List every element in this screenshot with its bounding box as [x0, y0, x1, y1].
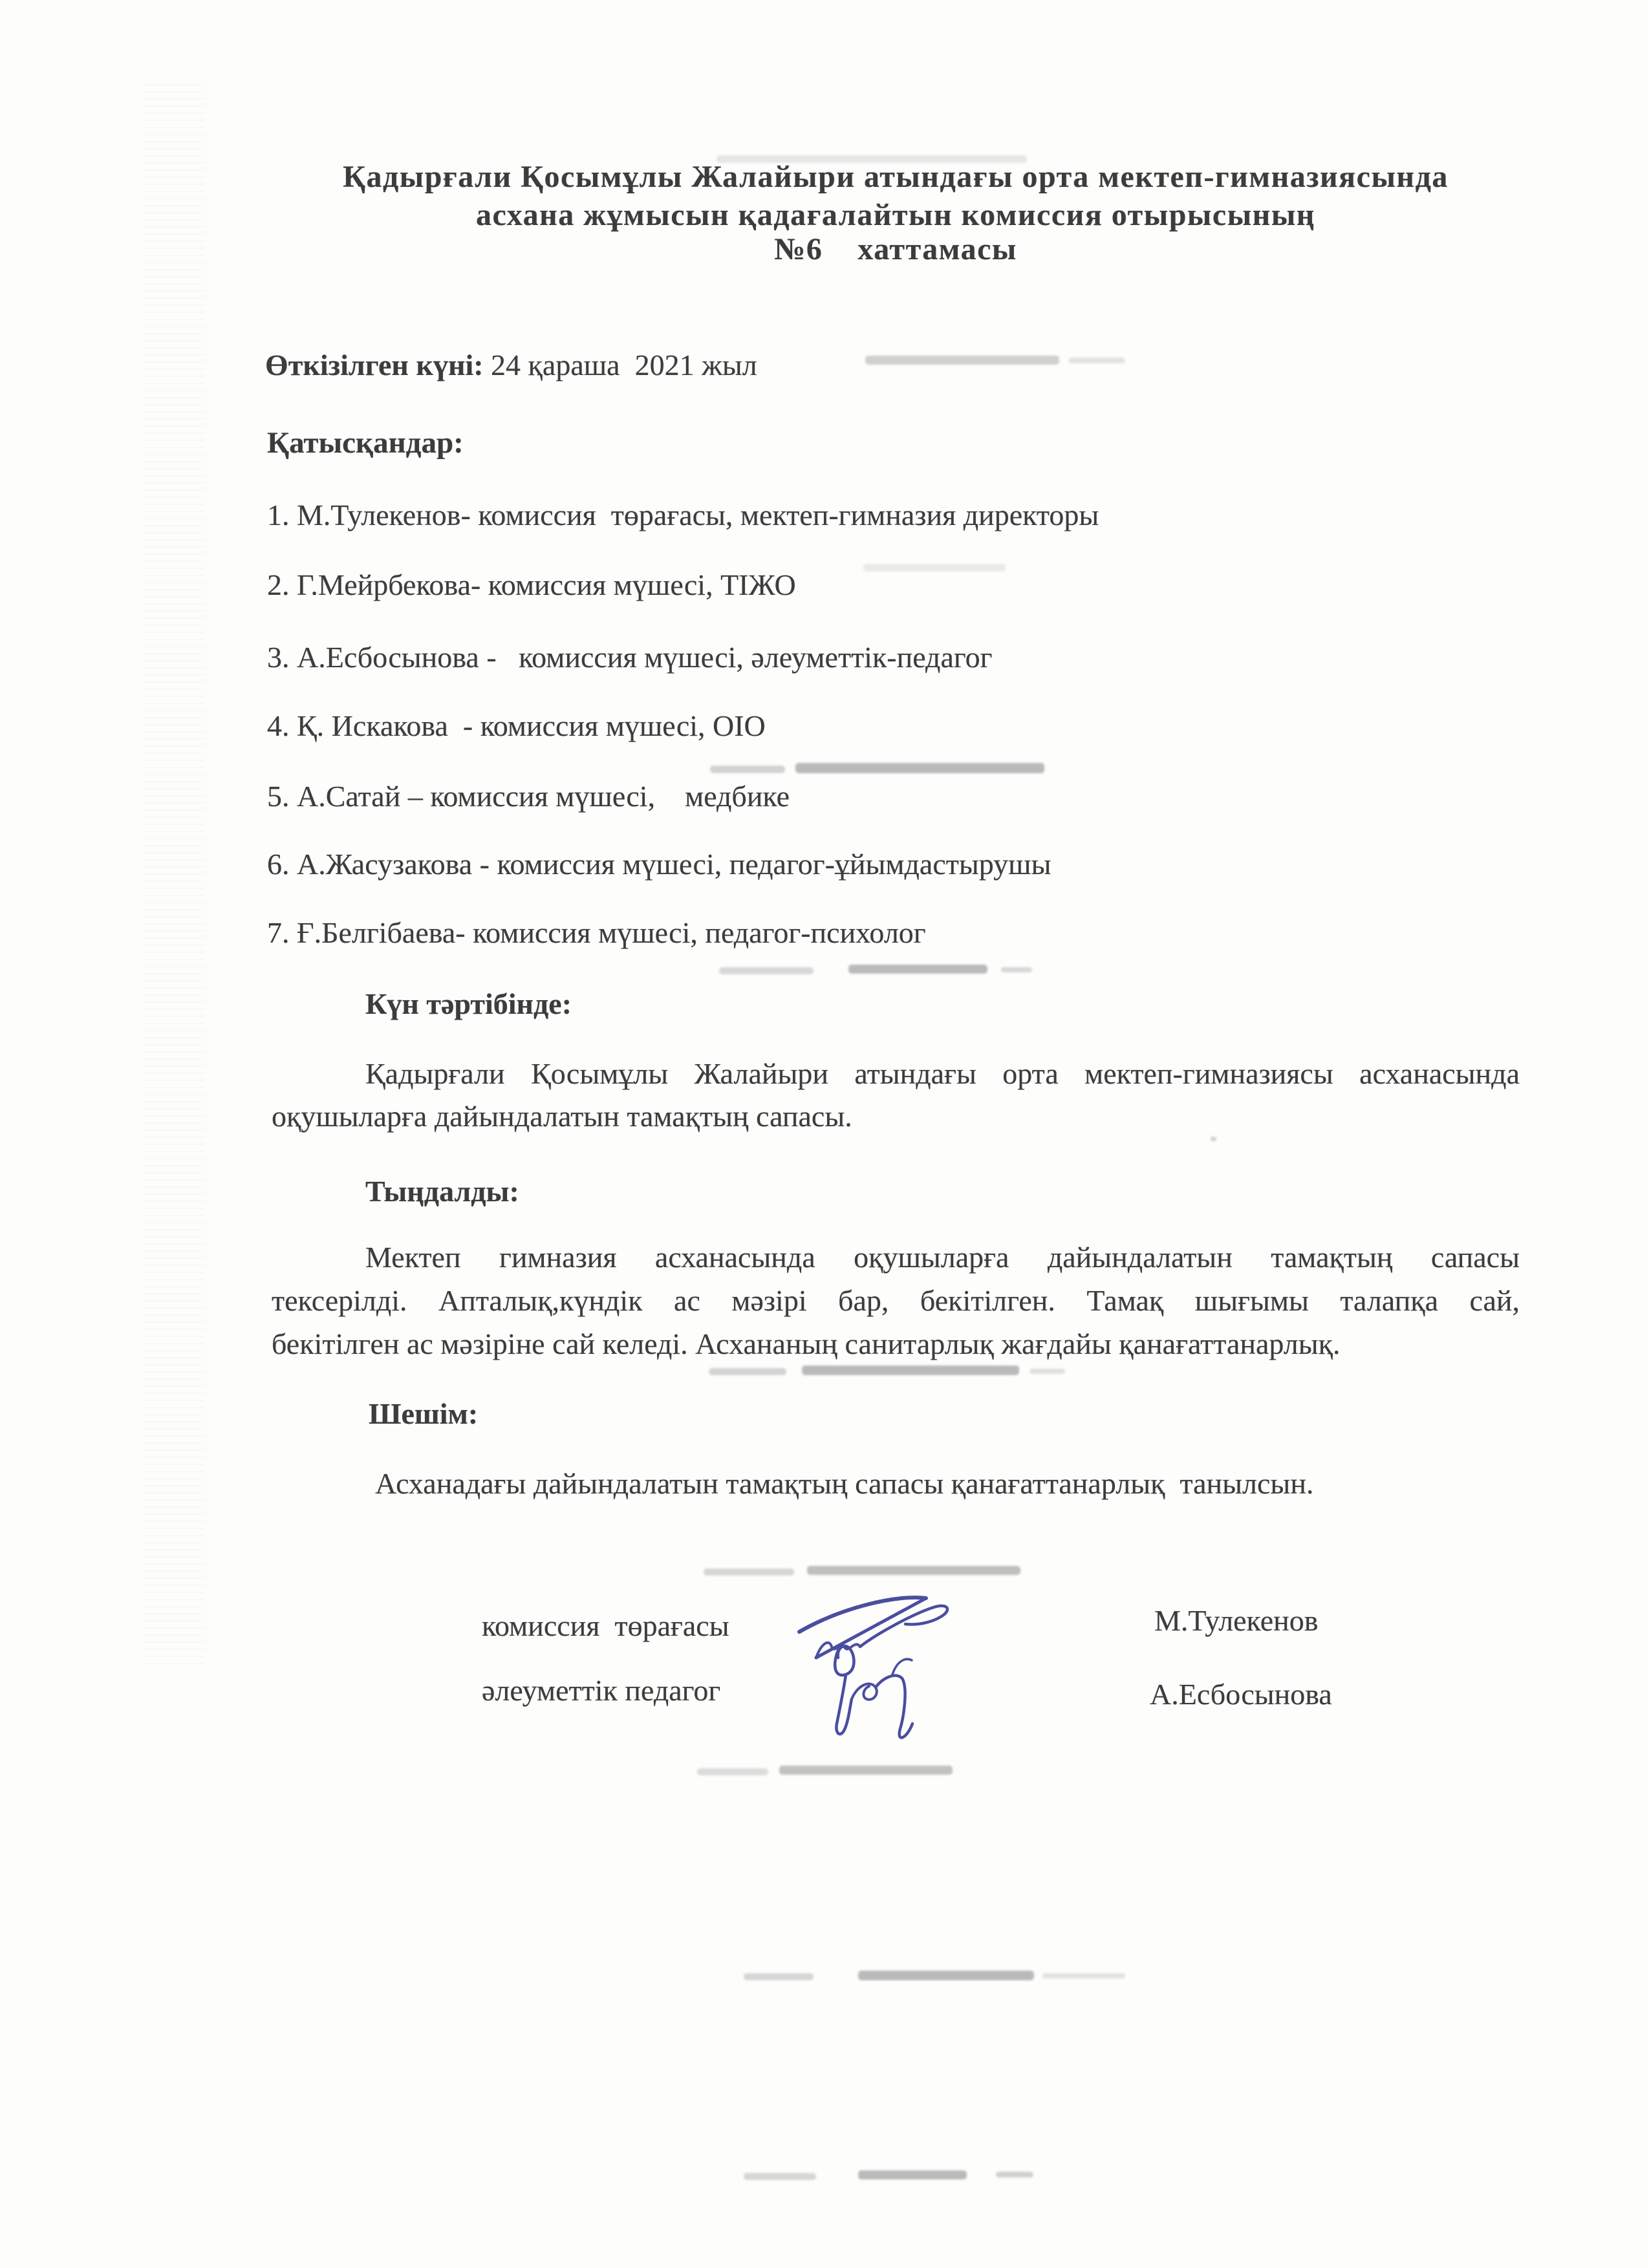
participant-item-6: 6. А.Жасузакова - комиссия мүшесі, педагог-ұйымдастырушы	[267, 848, 1051, 881]
signature-name-social-pedagog: А.Есбосынова	[1150, 1678, 1332, 1711]
scan-smudge	[996, 2172, 1033, 2177]
heard-line-1: Мектеп гимназия асханасында оқушыларға дайындалатын тамақтың сапасы	[365, 1241, 1520, 1274]
signature-role-social-pedagog: әлеуметтік педагог	[482, 1674, 721, 1707]
title-line-2: асхана жұмысын қадағалайтын комиссия отырысының	[476, 198, 1315, 232]
heard-heading: Тыңдалды:	[365, 1175, 519, 1208]
signature-name-chairman: М.Тулекенов	[1154, 1604, 1319, 1637]
scan-smudge	[1029, 1369, 1065, 1374]
scan-smudge	[1001, 967, 1032, 972]
meeting-date-line	[265, 348, 757, 383]
scan-dot	[1211, 1137, 1216, 1141]
scan-smudge	[697, 1768, 768, 1775]
scan-smudge	[858, 2170, 967, 2179]
participant-item-3: 3. А.Есбосынова - комиссия мүшесі, әлеуметтік-педагог	[267, 641, 993, 674]
scan-smudge	[802, 1365, 1019, 1375]
scan-noise-band	[144, 84, 205, 1668]
decision-text: Асханадағы дайындалатын тамақтың сапасы қанағаттанарлық танылсын.	[375, 1467, 1314, 1500]
signature-role-chairman: комиссия төрағасы	[482, 1609, 729, 1642]
participant-item-7: 7. Ғ.Белгібаева- комиссия мүшесі, педагог-психолог	[267, 916, 926, 949]
scan-smudge	[744, 1973, 814, 1980]
agenda-heading: Күн тәртібінде:	[365, 987, 572, 1020]
scan-smudge	[865, 356, 1059, 365]
participant-item-2: 2. Г.Мейрбекова- комиссия мүшесі, ТІЖО	[267, 568, 796, 601]
participant-item-4: 4. Қ. Искакова - комиссия мүшесі, ОІО	[267, 709, 766, 742]
agenda-line-1: Қадырғали Қосымұлы Жалайыри атындағы орта мектеп-гимназиясы асханасында	[365, 1057, 1520, 1090]
scan-smudge	[863, 564, 1006, 572]
scan-smudge	[709, 1368, 786, 1375]
scan-smudge	[779, 1766, 953, 1775]
heard-line-2: тексерілді. Апталық,күндік ас мәзірі бар, бекітілген. Тамақ шығымы талапқа сай,	[272, 1284, 1520, 1317]
participants-heading: Қатысқандар:	[267, 426, 464, 460]
scan-smudge	[807, 1566, 1020, 1575]
title-line-3: №6 хаттамасы	[774, 232, 1017, 266]
participant-item-1: 1. М.Тулекенов- комиссия төрағасы, мектеп-гимназия директоры	[267, 498, 1099, 531]
scan-smudge	[717, 155, 1027, 163]
social-pedagog-signature-ink	[816, 1637, 965, 1747]
scan-smudge	[1068, 358, 1125, 363]
date-label: Өткізілген күні:	[265, 348, 484, 381]
scan-smudge	[795, 763, 1044, 773]
scan-smudge	[710, 765, 785, 773]
scan-smudge	[704, 1568, 794, 1576]
scan-smudge	[744, 2173, 816, 2180]
title-line-1: Қадырғали Қосымұлы Жалайыри атындағы орта мектеп-гимназиясында	[343, 160, 1449, 194]
decision-heading: Шешім:	[369, 1397, 479, 1430]
agenda-line-2: оқушыларға дайындалатын тамақтың сапасы.	[272, 1100, 852, 1133]
scan-smudge	[848, 965, 987, 974]
date-value: 24 қараша 2021 жыл	[483, 348, 757, 381]
participant-item-5: 5. А.Сатай – комиссия мүшесі, медбике	[267, 780, 790, 813]
scan-smudge	[719, 967, 814, 974]
scan-smudge	[858, 1971, 1034, 1980]
scan-smudge	[1042, 1973, 1125, 1978]
heard-line-3: бекітілген ас мәзіріне сай келеді. Асхананың санитарлық жағдайы қанағаттанарлық.	[272, 1327, 1341, 1360]
